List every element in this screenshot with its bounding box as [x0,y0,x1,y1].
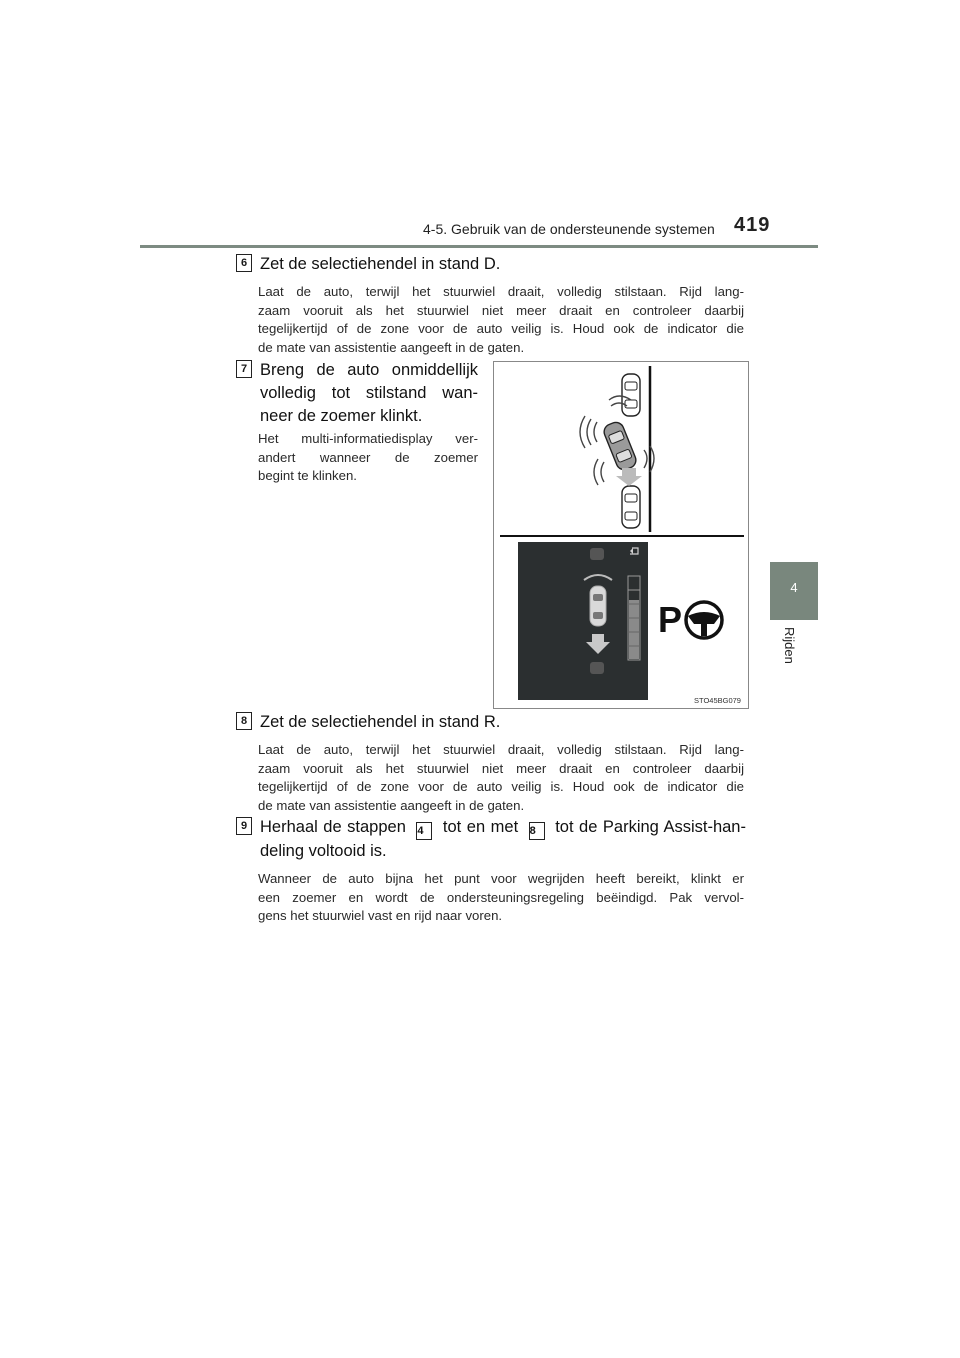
parked-car-front-icon [622,374,640,416]
title-line: deling voltooid is. [260,842,387,860]
title-line: volledig tot stilstand wan- [260,384,478,402]
body-line: zaam vooruit als het stuurwiel niet meer draait en controleer daarbij [258,760,744,776]
step-number-box: 9 [236,817,252,835]
section-header-title: 4-5. Gebruik van de ondersteunende systemen [423,221,715,237]
body-line: Het multi-informatiedisplay ver- [258,431,478,446]
page-number: 419 [734,214,771,236]
body-line: tegelijkertijd of de zone voor de auto veilig is. Houd ook de indicator die [258,321,744,336]
body-line: zaam vooruit als het stuurwiel niet meer draait en controleer daarbij [258,302,744,318]
steering-wheel-icon [686,602,722,638]
parking-symbol: P [658,599,683,640]
body-line: Laat de auto, terwijl het stuurwiel draait, volledig stilstaan. Rijd lang- [258,742,744,757]
title-text: Herhaal de stappen [260,818,406,836]
title-line: neer de zoemer klinkt. [260,407,423,425]
parked-car-rear-icon [622,486,640,528]
display-obstacle-top-icon [590,548,604,560]
display-obstacle-bottom-icon [590,662,604,674]
body-line: Laat de auto, terwijl het stuurwiel draait, volledig stilstaan. Rijd lang- [258,284,744,299]
step-body [258,430,478,486]
step-body [258,741,744,815]
step-reference-box: 4 [416,822,432,840]
body-line: andert wanneer de zoemer [258,449,478,465]
title-text: tot en met [442,818,519,836]
own-car-icon [602,420,639,472]
body-line: de mate van assistentie aangeeft in de gaten. [258,339,525,355]
step-body [258,870,744,926]
title-line: Breng de auto onmiddellijk [260,361,478,379]
step-title: Zet de selectiehendel in stand D. [260,255,501,273]
figure-code: STO45BG079 [694,696,741,705]
body-line: begint te klinken. [258,468,357,483]
display-car-icon [590,586,606,626]
step-reference-box: 8 [529,822,545,840]
title-text: tot de Parking Assist-han- [555,818,746,836]
body-line: tegelijkertijd of de zone voor de auto veilig is. Houd ook de indicator die [258,779,744,794]
chapter-label: Rijden [782,627,797,664]
body-line: gens het stuurwiel vast en rijd naar voren. [258,908,503,923]
body-line: Wanneer de auto bijna het punt voor wegrijden heeft bereikt, klinkt er [258,871,744,886]
title-line [260,816,746,840]
figure-illustration [494,362,748,708]
step-title: Zet de selectiehendel in stand R. [260,713,501,731]
step-number-box: 8 [236,712,252,730]
body-line: een zoemer en wordt de ondersteuningsregeling beëindigd. Pak vervol- [258,889,744,905]
step-title [260,359,478,428]
step-number-box: 6 [236,254,252,272]
step-body [258,283,744,357]
body-line: de mate van assistentie aangeeft in de gaten. [258,797,525,813]
step-title [260,816,746,863]
header-divider [140,245,818,248]
direction-arrow-icon [616,468,642,486]
step-number-box: 7 [236,360,252,378]
chapter-number: 4 [790,580,798,595]
parking-assist-figure [493,361,749,709]
